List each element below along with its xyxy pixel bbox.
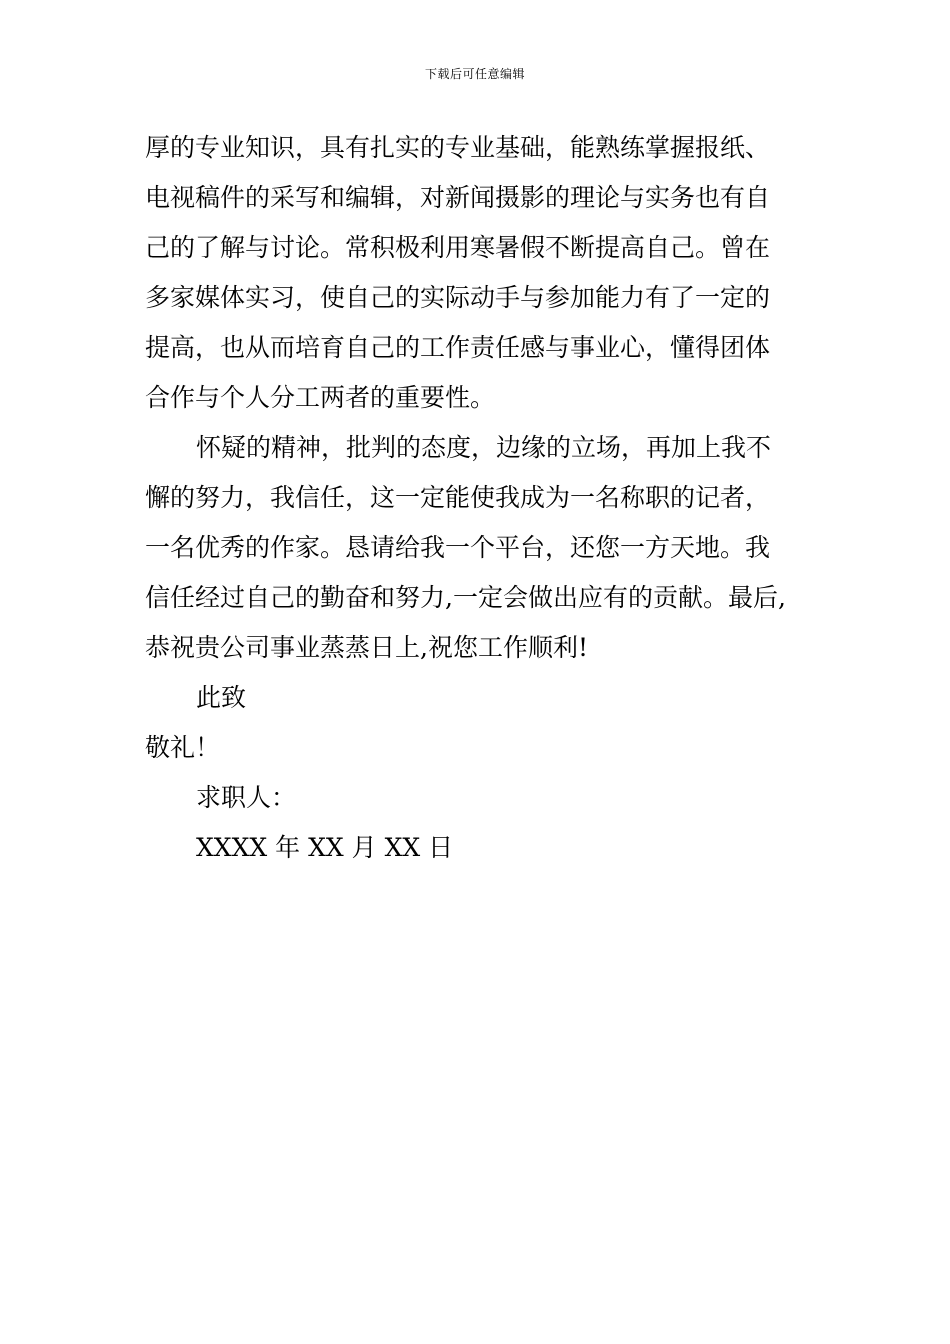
paragraph-line: 合作与个人分工两者的重要性。 (145, 383, 496, 412)
applicant-label: 求职人： (196, 783, 297, 812)
closing-regards: 敬礼！ (145, 733, 221, 762)
paragraph-line: 提高，也从而培育自己的工作责任感与事业心，懂得团体 (145, 333, 771, 362)
paragraph-line: 懈的努力，我信任，这一定能使我成为一名称职的记者， (145, 483, 771, 512)
paragraph-line: 信任经过自己的勤奋和努力,一定会做出应有的贡献。最后, (145, 583, 786, 612)
paragraph-line: 一名优秀的作家。恳请给我一个平台，还您一方天地。我 (145, 533, 771, 562)
paragraph-line: 怀疑的精神，批判的态度，边缘的立场，再加上我不 (196, 433, 772, 462)
paragraph-line: 己的了解与讨论。常积极利用寒暑假不断提高自己。曾在 (145, 233, 771, 262)
header-note: 下载后可任意编辑 (424, 67, 525, 81)
closing-salutation: 此致 (196, 683, 247, 712)
paragraph-line: 电视稿件的采写和编辑，对新闻摄影的理论与实务也有自 (145, 183, 771, 212)
paragraph-line: 厚的专业知识，具有扎实的专业基础，能熟练掌握报纸、 (145, 133, 771, 162)
paragraph-line: 恭祝贵公司事业蒸蒸日上,祝您工作顺利! (145, 633, 588, 662)
paragraph-line: 多家媒体实习，使自己的实际动手与参加能力有了一定的 (145, 283, 771, 312)
letter-date: XXXX 年 XX 月 XX 日 (196, 833, 454, 862)
